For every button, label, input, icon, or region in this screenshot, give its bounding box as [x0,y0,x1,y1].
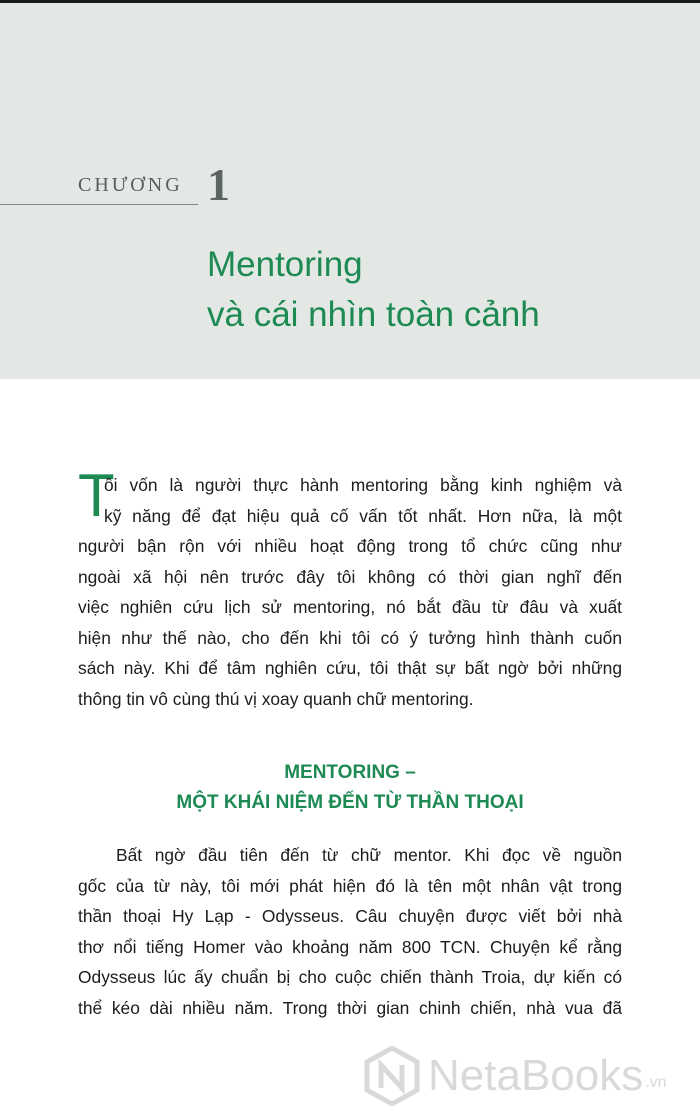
chapter-number: 1 [207,159,230,210]
paragraph-line: sách này. Khi để tâm nghiên cứu, tôi thật sự bất ngờ bởi những [78,658,622,678]
chapter-rule [0,204,198,205]
chapter-label: CHƯƠNG [78,174,183,196]
drop-cap: T [78,462,115,529]
paragraph-line: Bất ngờ đầu tiên đến từ chữ mentor. Khi đọc về nguồn [116,845,622,865]
paragraph-line: kỹ năng để đạt hiệu quả cố vấn tốt nhất. Hơn nữa, là một [104,505,622,526]
section-heading-line: MỘT KHÁI NIỆM ĐẾN TỪ THẦN THOẠI [176,792,524,813]
paragraph-line: thông tin vô cùng thú vị xoay quanh chữ mentoring. [78,688,474,709]
paragraph-line: việc nghiên cứu lịch sử mentoring, nó bắt đầu từ đâu và xuất [78,597,622,617]
paragraph-line: ôi vốn là người thực hành mentoring bằng kinh nghiệm và [104,475,622,495]
paragraph-line: người bận rộn với nhiều hoạt động trong tổ chức cũng như [78,536,622,556]
paragraph-line: ngoài xã hội nên trước đây tôi không có thời gian nghĩ đến [78,566,622,587]
paragraph-line: thần thoại Hy Lạp - Odysseus. Câu chuyện được viết bởi nhà [78,906,622,926]
paragraph-line: thơ nổi tiếng Homer vào khoảng năm 800 TCN. Chuyện kể rằng [78,936,622,957]
chapter-title-line: Mentoring [207,245,363,284]
paragraph-line: Odysseus lúc ấy chuẩn bị cho cuộc chiến thành Troia, dự kiến có [78,967,622,987]
chapter-title [207,240,540,340]
chapter-title-line: và cái nhìn toàn cảnh [207,295,540,334]
section-heading-line: MENTORING – [284,762,416,783]
paragraph-line: gốc của từ này, tôi mới phát hiện đó là tên một nhân vật trong [78,875,622,896]
intro-paragraph [78,470,622,714]
section-paragraph [78,840,622,1023]
paragraph-line: thể kéo dài nhiều năm. Trong thời gian chinh chiến, nhà vua đã [78,997,622,1018]
watermark [364,1044,694,1108]
watermark-suffix: .vn [645,1074,667,1091]
paragraph-line: hiện như thế nào, cho đến khi tôi có ý tưởng hình thành cuốn [78,627,622,648]
netabooks-logo-icon [364,1046,420,1106]
section-heading [78,758,622,818]
watermark-text: NetaBooks [428,1051,644,1100]
